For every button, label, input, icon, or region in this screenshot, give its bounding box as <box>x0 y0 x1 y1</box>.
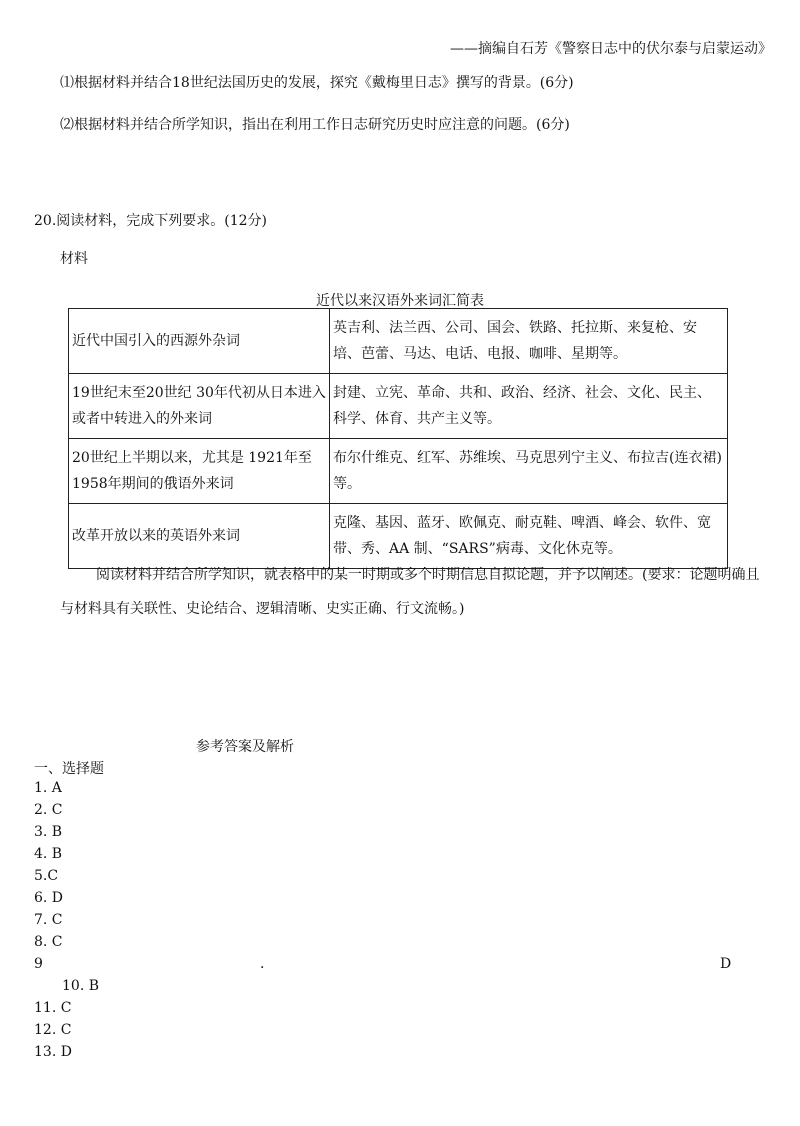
section-heading: 一、选择题 <box>34 761 104 777</box>
table-row <box>69 439 728 504</box>
answer-item-9-choice: D <box>720 956 732 972</box>
answer-item: 8. C <box>34 934 63 950</box>
period-cell: 改革开放以来的英语外来词 <box>69 504 330 569</box>
answer-item: 1. A <box>34 780 62 796</box>
material-label: 材料 <box>60 251 88 267</box>
answer-item: 4. B <box>34 846 63 862</box>
words-cell: 英吉利、法兰西、公司、国会、铁路、托拉斯、来复枪、安培、芭蕾、马达、电话、电报、咖啡、星期等。 <box>330 309 728 374</box>
words-cell: 克隆、基因、蓝牙、欧佩克、耐克鞋、啤酒、峰会、软件、宽带、秀、AA 制、“SARS”病毒、文化休克等。 <box>330 504 728 569</box>
answer-item: 5.C <box>34 868 59 884</box>
words-cell: 布尔什维克、红军、苏维埃、马克思列宁主义、布拉吉(连衣裙)等。 <box>330 439 728 504</box>
question-19-part-2: ⑵根据材料并结合所学知识，指出在利用工作日志研究历史时应注意的问题。(6分) <box>60 117 570 133</box>
answer-item: 10. B <box>62 978 100 994</box>
period-cell: 20世纪上半期以来，尤其是 1921年至1958年期间的俄语外来词 <box>69 439 330 504</box>
answer-item: 12. C <box>34 1022 72 1038</box>
answer-item: 3. B <box>34 824 63 840</box>
loanword-table <box>68 308 728 569</box>
question-20-heading: 20.阅读材料，完成下列要求。(12分) <box>34 213 268 229</box>
answer-item: 11. C <box>34 1000 72 1016</box>
answer-item: 6. D <box>34 890 64 906</box>
answer-item: 7. C <box>34 912 63 928</box>
answer-item-9-number: 9 <box>34 956 43 972</box>
period-cell: 19世纪末至20世纪 30年代初从日本进入或者中转进入的外来词 <box>69 374 330 439</box>
answer-item-9-dot: . <box>260 956 265 972</box>
answers-title: 参考答案及解析 <box>196 739 294 755</box>
period-cell: 近代中国引入的西源外杂词 <box>69 309 330 374</box>
table-row <box>69 309 728 374</box>
answer-item: 13. D <box>34 1044 72 1060</box>
table-row <box>69 374 728 439</box>
table-caption: 近代以来汉语外来词汇简表 <box>316 293 484 309</box>
answer-item: 2. C <box>34 802 63 818</box>
source-citation: ——摘编自石芳《警察日志中的伏尔泰与启蒙运动》 <box>450 41 772 57</box>
words-cell: 封建、立宪、革命、共和、政治、经济、社会、文化、民主、科学、体育、共产主义等。 <box>330 374 728 439</box>
essay-prompt: 阅读材料并结合所学知识，就表格中的某一时期或多个时期信息自拟论题，并予以阐述。(要求：论题明确且与材料具有关联性、史论结合、逻辑清晰、史实正确、行文流畅。) <box>60 567 760 617</box>
question-19-part-1: ⑴根据材料并结合18世纪法国历史的发展，探究《戴梅里日志》撰写的背景。(6分) <box>60 75 574 91</box>
